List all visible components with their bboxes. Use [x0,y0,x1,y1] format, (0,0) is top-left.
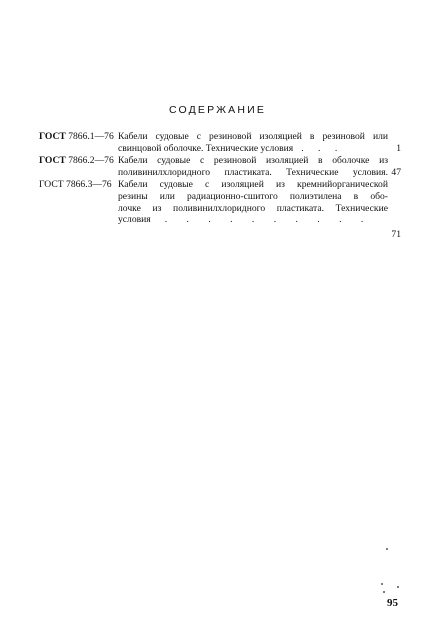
gost-number: 7866.3—76 [66,179,112,190]
gost-prefix: ГОСТ [39,131,66,142]
entry-title-line [118,214,388,226]
gost-code [39,155,114,167]
gost-prefix: ГОСТ [39,179,64,190]
entry-title [118,179,388,226]
leader-dots: . . . [301,142,344,154]
entry-title-line [118,143,388,155]
entry-title-line: Кабели судовые с резиновой изоляцией в оболочке из [118,155,388,166]
entry-title-line-text: свинцовой оболочке. Технические условия [118,142,294,154]
entry-page-number: 47 [391,167,401,178]
toc-entry [39,131,401,155]
scan-speck [397,586,399,588]
entry-title-line-text: условия [118,214,151,226]
entry-title-line: лочке из поливинилхлоридного пластиката. Технические [118,202,388,214]
entry-page-number: 71 [391,229,401,240]
toc-entry [39,155,401,179]
scan-speck [386,548,388,550]
gost-code [39,131,114,143]
entry-page-number: 1 [396,143,401,154]
toc-title: СОДЕРЖАНИЕ [168,104,267,116]
gost-number: 7866.2—76 [68,155,114,166]
entry-title-line: Кабели судовые с изоляцией из кремнийорганической [118,179,388,190]
gost-prefix: ГОСТ [39,155,66,166]
entry-title-line: резины или радиационно-сшитого полиэтилена в обо- [118,190,388,202]
entry-title-line: поливинилхлоридного пластиката. Технические условия. [118,166,388,178]
scan-speck [383,591,385,593]
entry-title [118,155,388,179]
gost-number: 7866.1—76 [68,131,114,142]
page-number: 95 [387,597,398,609]
scan-speck [381,583,383,585]
leader-dots: . . . . . . . . . . [164,214,372,226]
toc-entry [39,179,401,240]
entry-title-line: Кабели судовые с резиновой изоляцией в резиновой или [118,131,388,142]
entry-title [118,131,388,155]
gost-code [39,179,112,191]
